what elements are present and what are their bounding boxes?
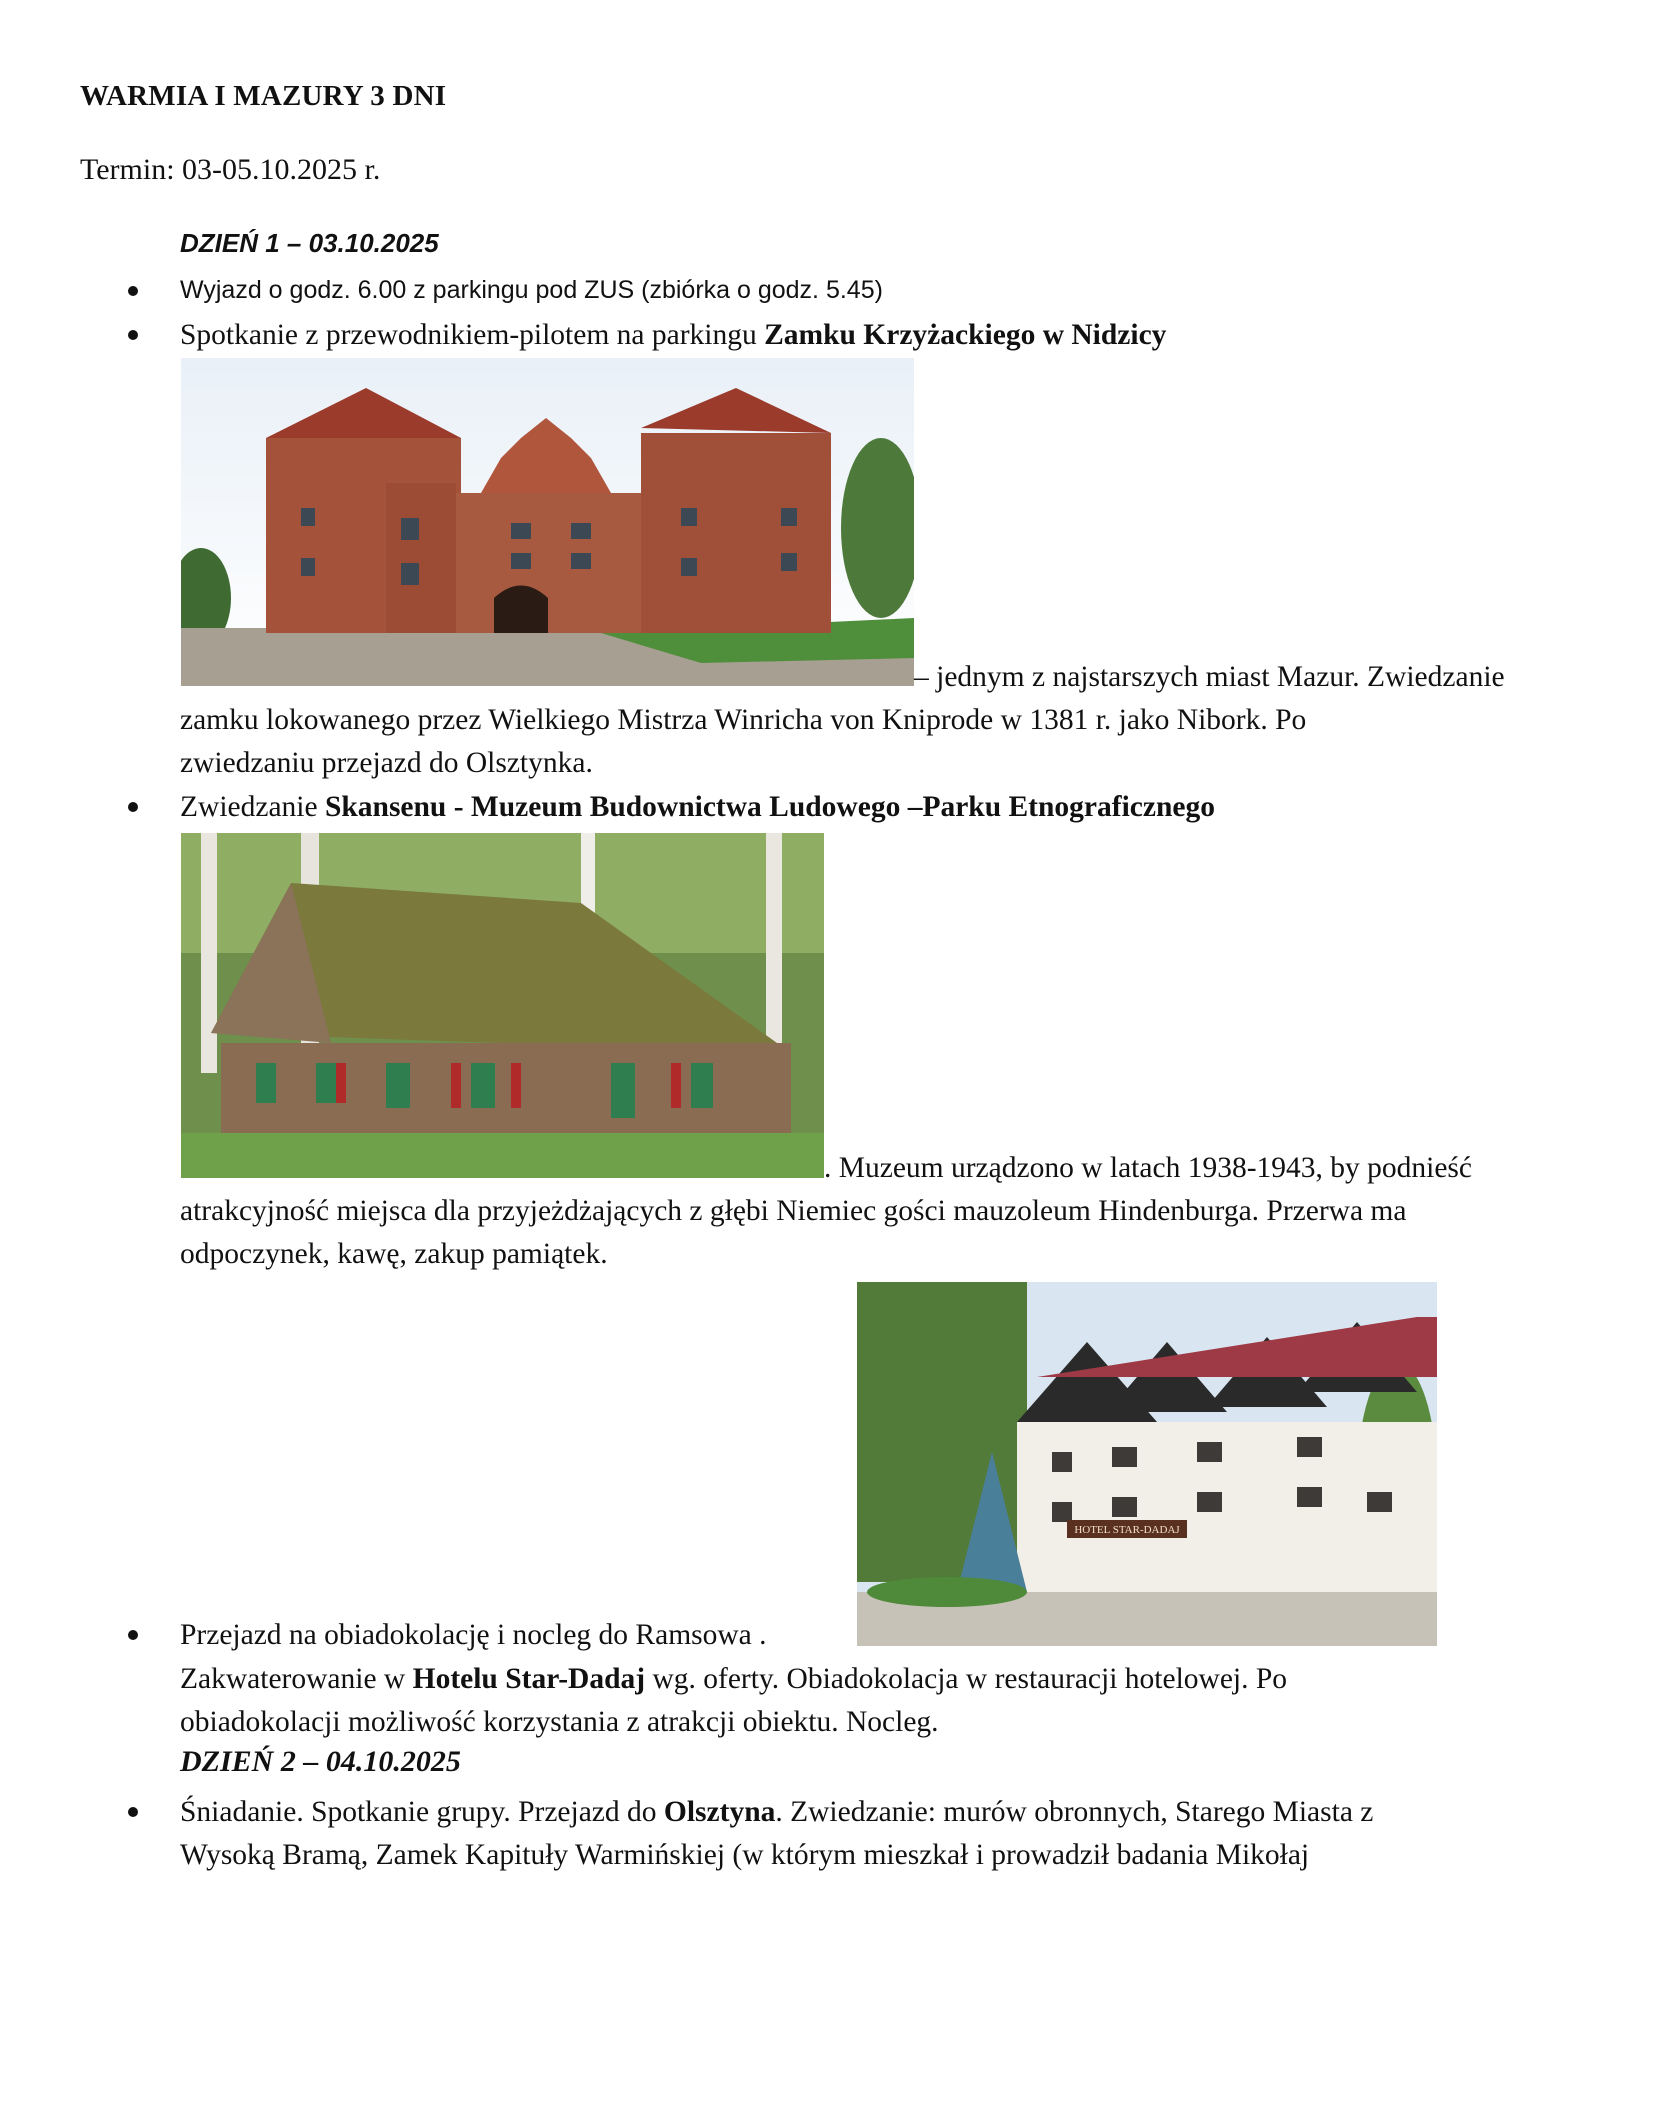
hotel-photo	[857, 1282, 1437, 1646]
day1-heading: DZIEŃ 1 – 03.10.2025	[180, 228, 439, 258]
skansen-after-text: . Muzeum urządzono w latach 1938-1943, by podnieść	[824, 1152, 1473, 1184]
bullet-icon	[128, 286, 138, 296]
skansen-text-line3: odpoczynek, kawę, zakup pamiątek.	[180, 1238, 608, 1270]
skansen-heading-text: Zwiedzanie Skansenu - Muzeum Budownictwa Ludowego –Parku Etnograficznego	[180, 791, 1215, 823]
castle-text-line3: zwiedzaniu przejazd do Olsztynka.	[180, 747, 593, 779]
bullet-icon	[128, 802, 138, 812]
skansen-photo	[181, 833, 824, 1178]
hotel-text-line2: obiadokolacji możliwość korzystania z atrakcji obiektu. Nocleg.	[180, 1706, 939, 1738]
page-title: WARMIA I MAZURY 3 DNI	[80, 80, 447, 112]
day2-heading: DZIEŃ 2 – 04.10.2025	[180, 1745, 461, 1778]
skansen-text-line2: atrakcyjność miejsca dla przyjeżdżających z głębi Niemiec gości mauzoleum Hindenburga. Przerwa ma	[180, 1195, 1407, 1227]
meet-guide-text: Spotkanie z przewodnikiem-pilotem na parkingu Zamku Krzyżackiego w Nidzicy	[180, 319, 1167, 351]
trip-term: Termin: 03-05.10.2025 r.	[80, 153, 381, 186]
castle-text-line2: zamku lokowanego przez Wielkiego Mistrza Winricha von Kniprode w 1381 r. jako Nibork. Po	[180, 704, 1307, 736]
hotel-text-line1: Zakwaterowanie w Hotelu Star-Dadaj wg. oferty. Obiadokolacja w restauracji hotelowej. Po	[180, 1663, 1288, 1695]
castle-photo	[181, 358, 914, 686]
hotel-sign: HOTEL STAR-DADAJ	[1074, 1524, 1180, 1536]
ramsowo-text: Przejazd na obiadokolację i nocleg do Ramsowa .	[180, 1619, 767, 1651]
castle-after-text: – jednym z najstarszych miast Mazur. Zwiedzanie	[914, 661, 1505, 693]
day2-text-line1: Śniadanie. Spotkanie grupy. Przejazd do Olsztyna. Zwiedzanie: murów obronnych, Starego Miasta z	[180, 1796, 1374, 1828]
day2-text-line2: Wysoką Bramą, Zamek Kapituły Warmińskiej (w którym mieszkał i prowadził badania Mikołaj	[180, 1839, 1310, 1871]
departure-text: Wyjazd o godz. 6.00 z parkingu pod ZUS (zbiórka o godz. 5.45)	[180, 276, 883, 304]
bullet-icon	[128, 1807, 138, 1817]
bullet-icon	[128, 330, 138, 340]
bullet-icon	[128, 1630, 138, 1640]
